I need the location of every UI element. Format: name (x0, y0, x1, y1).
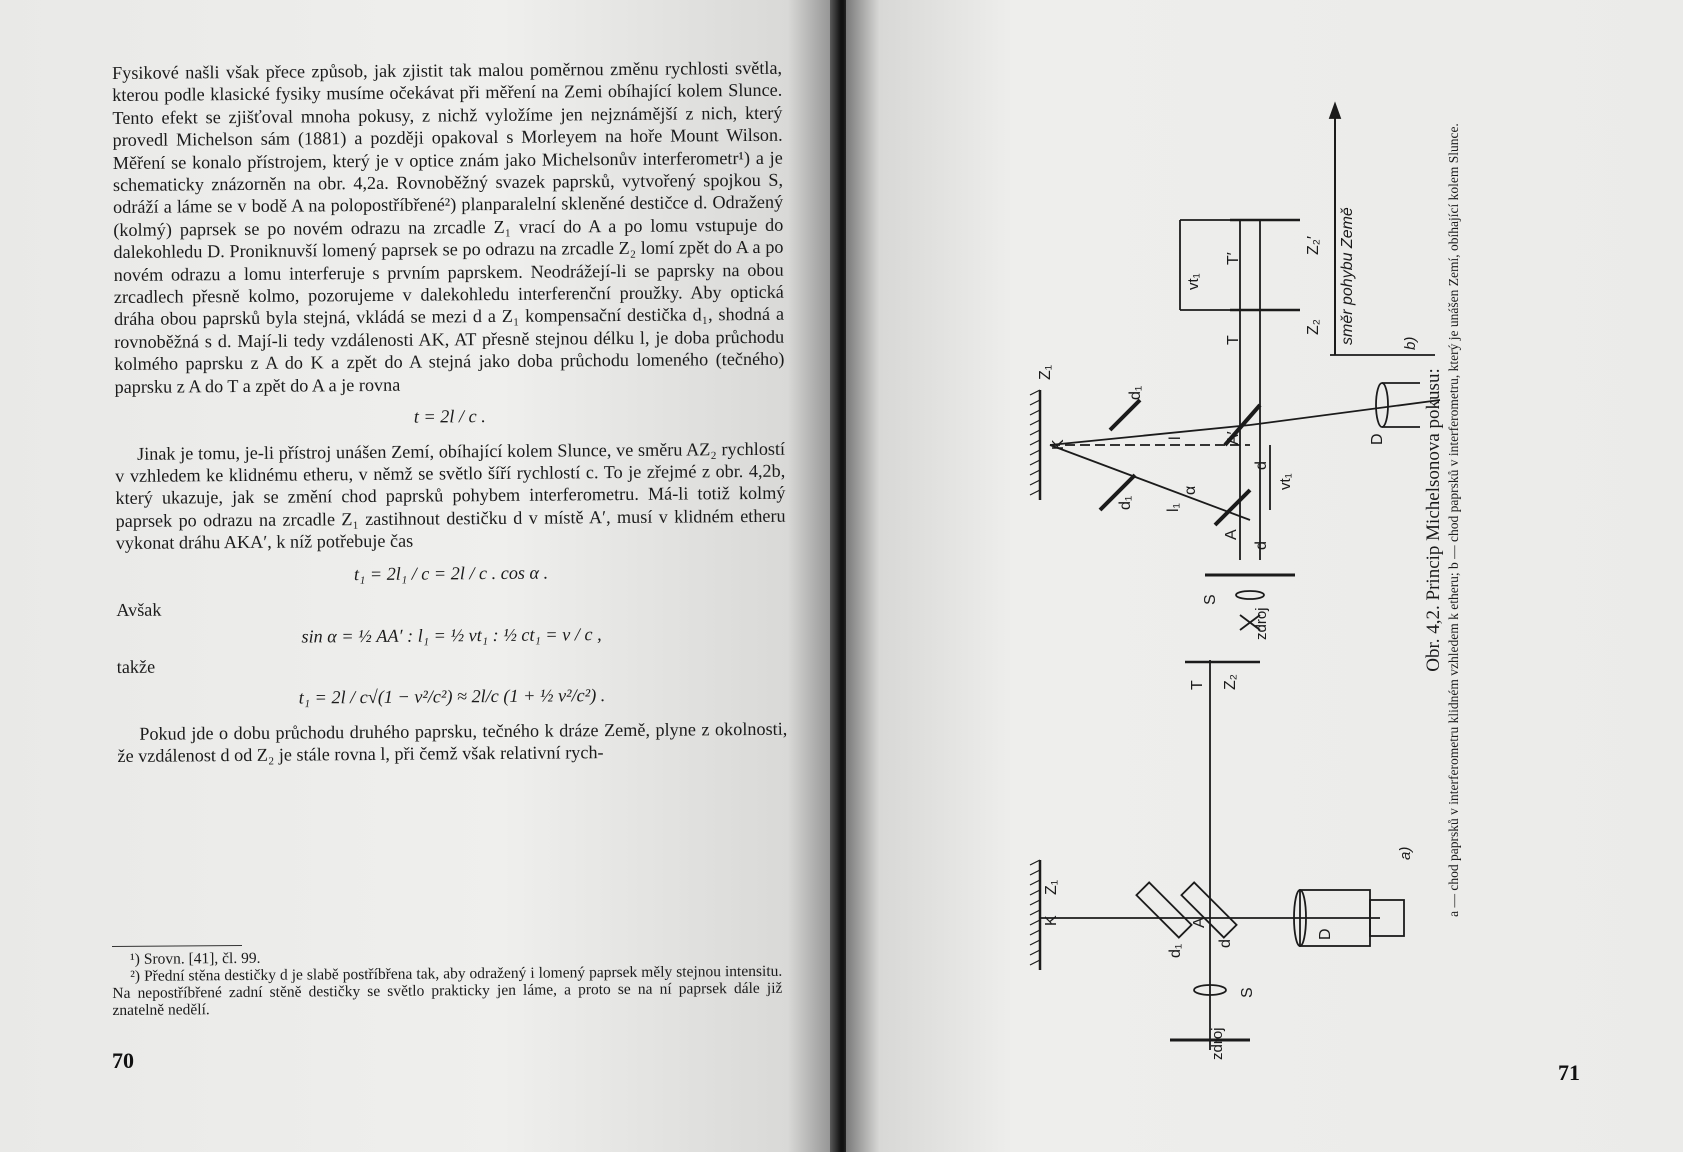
page-number-left: 70 (112, 1048, 134, 1073)
label-b-d-lower: d (1253, 541, 1270, 550)
equation-sin-alpha: sin α = ½ AA′ : l₁ = ½ vt₁ : ½ ct₁ = v / c , (301, 624, 602, 647)
label-b-d1: d₁ (1127, 385, 1144, 400)
label-b-D: D (1369, 433, 1386, 445)
label-b-alpha: α (1182, 485, 1199, 495)
label-b-l: l (1167, 436, 1184, 440)
page-number-right: 71 (1558, 1060, 1580, 1085)
label-b-K: K (1050, 439, 1067, 450)
figure-caption (1425, 90, 1515, 950)
label-a-Z1: Z₁ (1043, 879, 1060, 895)
label-b-Z2-prime: Z₂′ (1305, 236, 1322, 255)
label-avsak: Avšak (116, 599, 162, 620)
equation-t1: t₁ = 2l₁ / c = 2l / c . cos α . (353, 562, 549, 584)
label-a-zdroj: zdroj (1209, 1027, 1226, 1060)
label-a-d1: d₁ (1167, 943, 1184, 958)
label-a-D: D (1317, 928, 1334, 940)
equation-t: t = 2l / c . (413, 406, 486, 427)
paragraph-3: Pokud jde o dobu průchodu druhého paprsku, tečného k dráze Země, plyne z okolnosti, že vzdálenost d od Z₂ je stále rovna l, při čemž však relativní rych- (117, 718, 788, 766)
caption-title: Obr. 4,2. Princip Michelsonova pokusu: (1423, 368, 1444, 672)
label-a-A: A (1191, 917, 1208, 928)
label-b-T-prime: T′ (1225, 252, 1242, 265)
label-a-d: d (1217, 939, 1234, 948)
label-b-d: d (1253, 461, 1270, 470)
label-b-T: T (1225, 335, 1242, 345)
footnote-1: ¹) Srovn. [41], čl. 99. (130, 949, 261, 968)
label-panel-a: a) (1397, 846, 1414, 860)
label-b-vt1-lower: vt₁ (1277, 473, 1294, 490)
label-b-Z1: Z₁ (1037, 364, 1054, 380)
paragraph-2: Jinak je tomu, je-li přístroj unášen Zemí, obíhající kolem Slunce, ve směru AZ₂ rychlostí v vzhledem ke klidnému etheru, v němž se světlo šíří rychlostí c. To je zřejmé z obr. 4,2b, který ukazuje, jak se změní chod paprsků pohybem interferometru. Má-li totiž kolmý paprsek po odrazu na zrcadle Z₁ zastihnout destičku d v místě A′, musí v klidném etheru vykonat dráhu AKA′, k níž potřebuje čas (115, 438, 786, 554)
caption-body: a — chod paprsků v interferometru klidném vzhledem k etheru; b — chod paprsků v interferometru, který je unášen Zemí, obíhající kolem Slunce. (1446, 123, 1461, 917)
label-b-A-prime: A′ (1225, 431, 1242, 445)
footnote-2: ²) Přední stěna destičky d je slabě postříbřena tak, aby odražený i lomený paprsek měly stejnou intensitu. Na nepostříbřené zadní stěně destičky se světlo prakticky jen láme, a proto se na ní paprsek dále již znatelně nedělí. (112, 962, 783, 1019)
label-a-Z2: Z₂ (1222, 674, 1239, 690)
label-a-T: T (1189, 680, 1206, 690)
label-a-S: S (1239, 987, 1256, 998)
label-b-A: A (1223, 529, 1240, 540)
paragraph-1: Fysikové našli však přece způsob, jak zjistit tak malou poměrnou změnu rychlosti světla, kterou podle klasické fysiky musíme očekávat při měření na Zemi obíhající kolem Slunce. Tento efekt se zjišťoval mnoha pokusy, z nichž vyložíme jen nejznámější z nich, který provedl Michelson sám (1881) a později opakoval s Morleyem na hoře Mount Wilson. Měření se konalo přístrojem, který je v optice znám jako Michelsonův interferometr¹) a je schematicky znázorněn na obr. 4,2a. Rovnoběžný svazek paprsků, vytvořený spojkou S, odráží a láme se v bodě A na polopostříbřené²) planparalelní skleněné destičce d. Odražený (kolmý) paprsek se po novém odrazu na zrcadle Z₁ vrací do A a po lomu vstupuje do dalekohledu D. Proniknuvší lomený paprsek se po odrazu na zrcadle Z₂ lomí zpět do A a po novém odrazu a lomu interferuje s prvním paprskem. Neodrážejí-li se paprsky na obou zrcadlech přesně kolmo, pozorujeme v dalekohledu interferenční proužky. Aby optická dráha obou paprsků byla stejná, vkládá se mezi d a Z₁ kompensační destička d₁, shodná a rovnoběžná s d. Mají-li tedy vzdálenosti AK, AT přesně stejnou délku l, je doba průchodu kolmého paprsku z A do K a zpět do A stejná jako doba průchodu lomeného (tečného) paprsku z A do T a zpět do A a je rovna (112, 57, 785, 397)
label-b-Z2: Z₂ (1305, 319, 1322, 335)
label-b-l1: l₁ (1165, 503, 1182, 512)
label-panel-b: b) (1402, 336, 1419, 350)
figure-caption-rotated (1425, 90, 1515, 950)
label-a-K: K (1043, 915, 1060, 926)
left-page (0, 0, 838, 1152)
equation-t1-approx: t₁ = 2l / c√(1 − v²/c²) ≈ 2l/c (1 + ½ v²/c²) . (298, 685, 606, 708)
label-b-vt1: vt₁ (1185, 273, 1202, 290)
label-b-zdroj: zdroj (1253, 607, 1270, 640)
label-b-direction: směr pohybu Země (1339, 207, 1356, 345)
michelson-figure (990, 100, 1450, 1060)
label-b-d1-lower: d₁ (1117, 495, 1134, 510)
label-b-S: S (1202, 594, 1219, 605)
footnote-rule (112, 945, 242, 947)
label-takze: takže (116, 656, 156, 677)
left-page-text (112, 57, 788, 768)
footnotes (112, 941, 783, 1019)
